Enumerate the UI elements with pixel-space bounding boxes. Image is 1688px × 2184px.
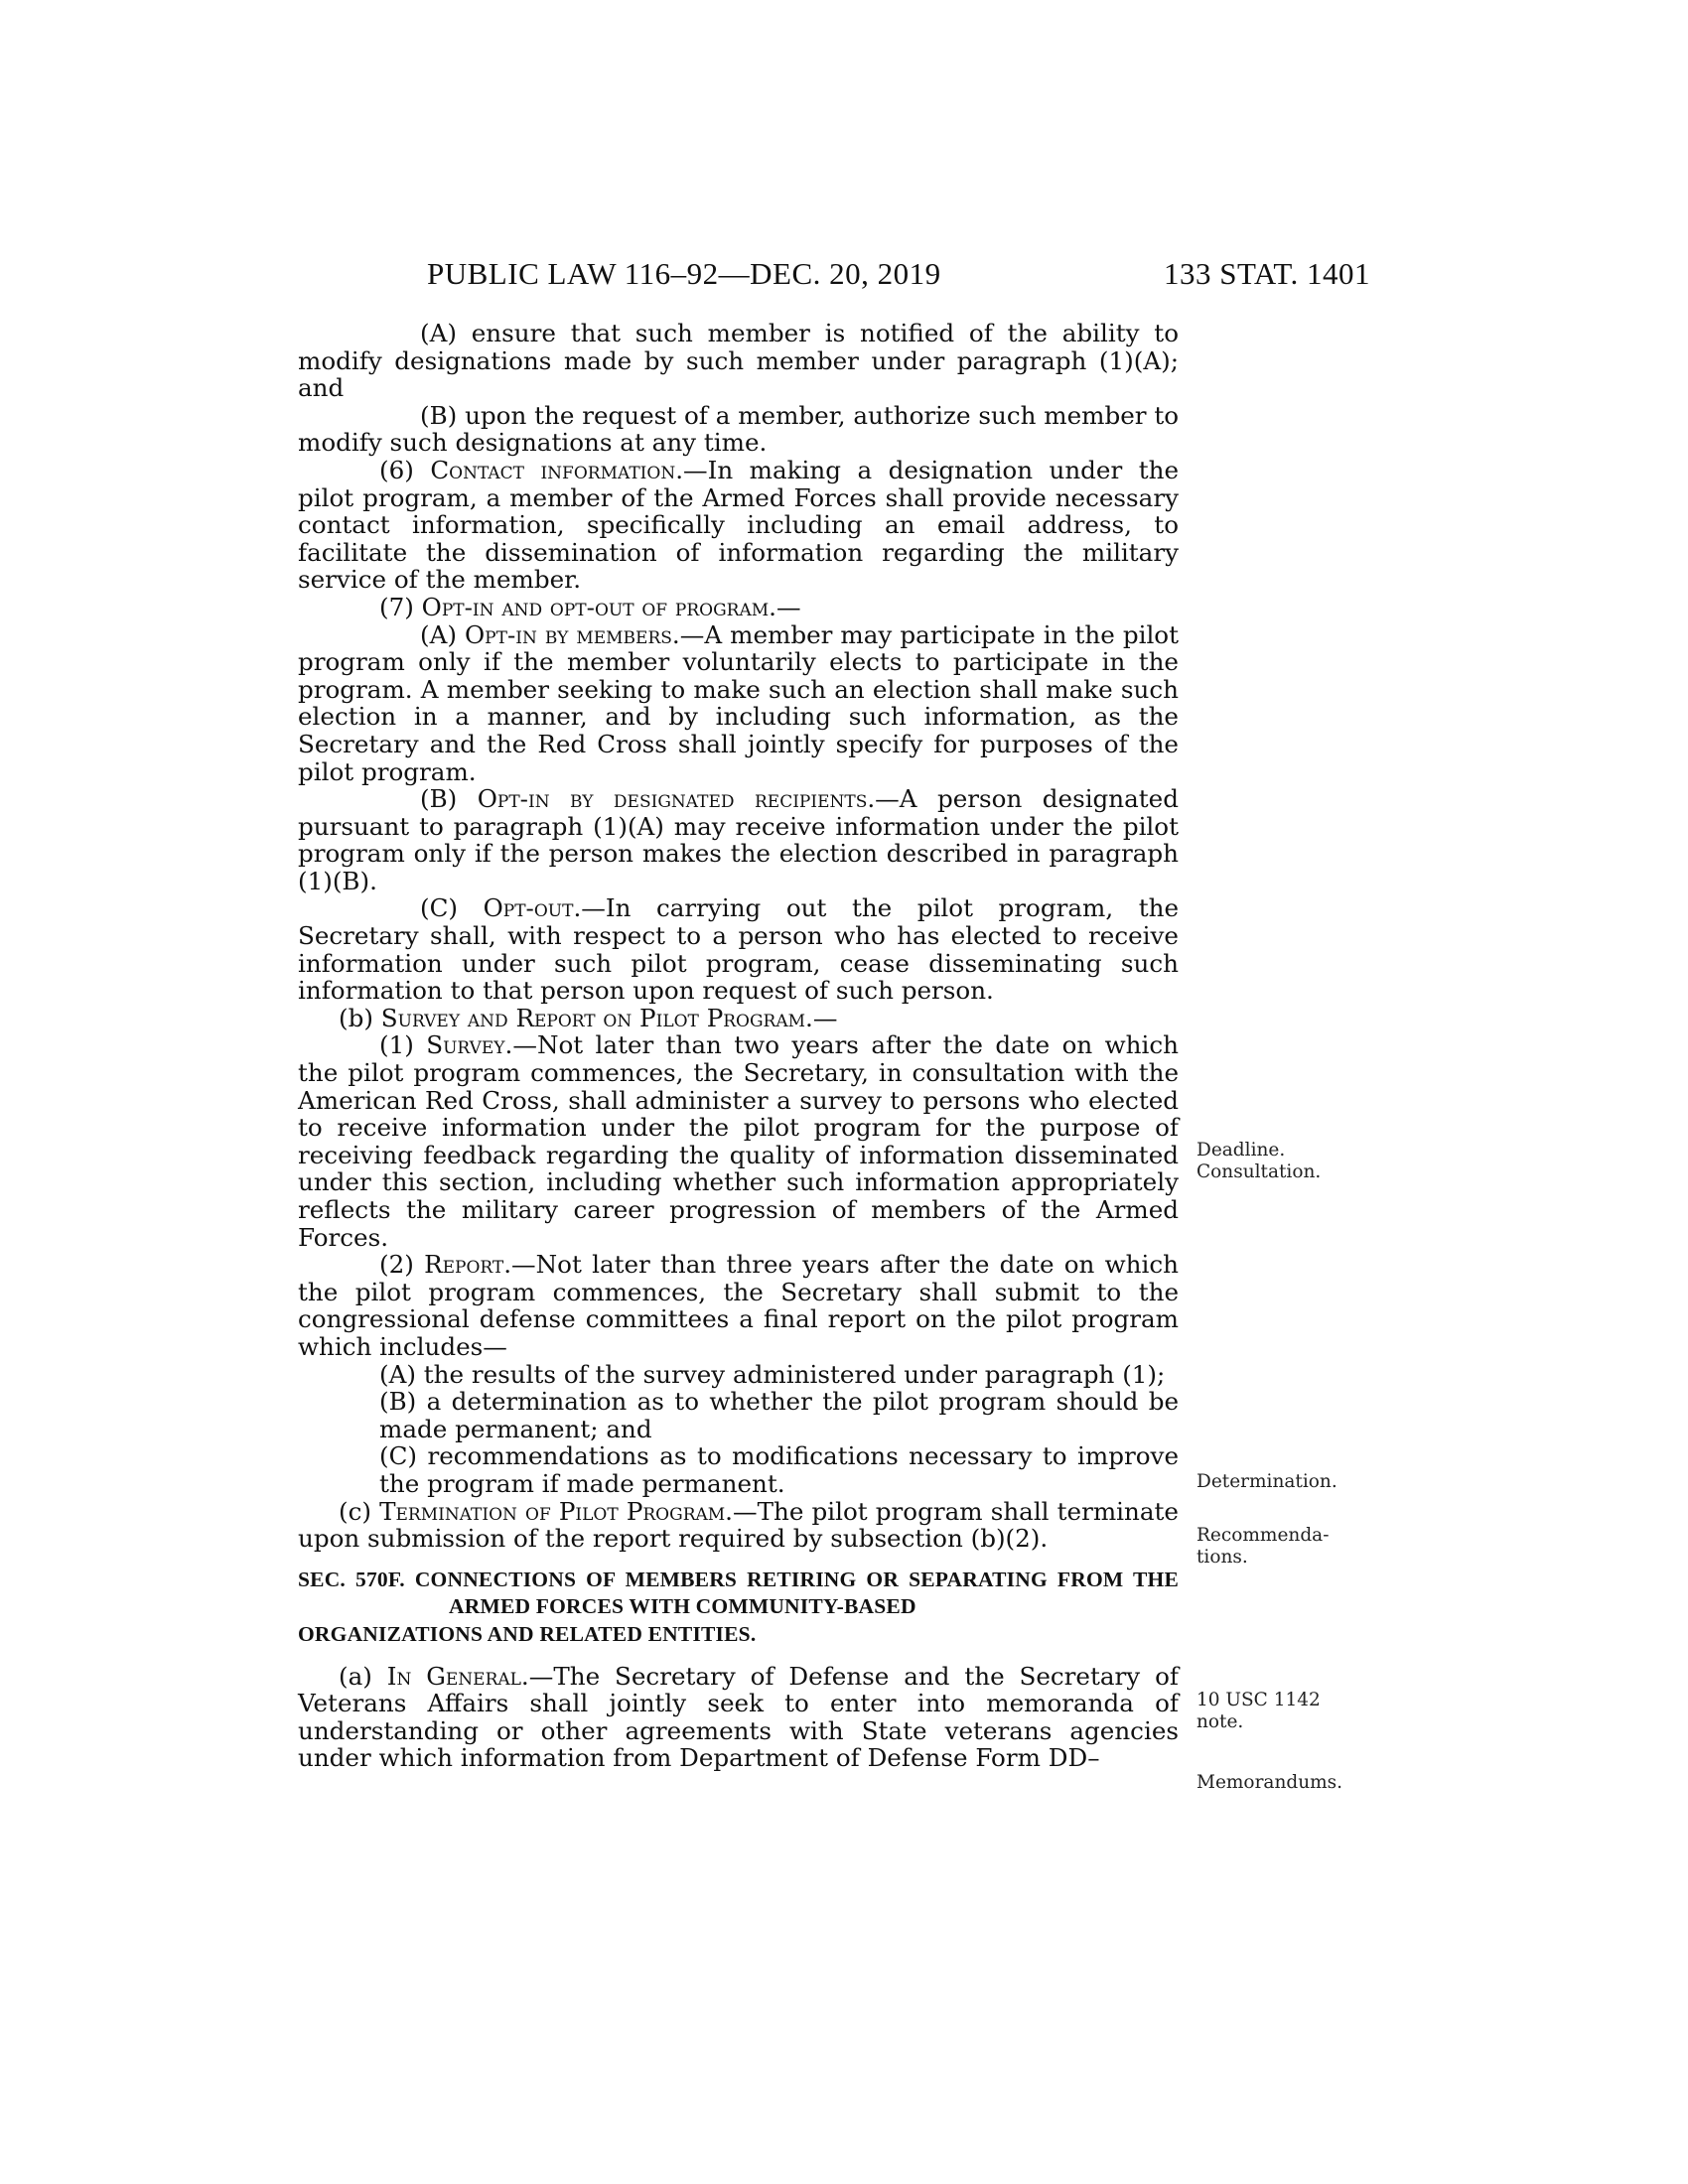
margin-note-deadline: Deadline. Consultation. [1196, 1140, 1322, 1182]
public-law-citation: PUBLIC LAW 116–92—DEC. 20, 2019 [427, 256, 941, 291]
paragraph-7-heading: Opt-in and opt-out of program. [421, 592, 776, 621]
paragraph-5-A: (A) ensure that such member is notified of the ability to modify designations made by such member under paragraph (1)(A); and [298, 319, 1179, 403]
paragraph-6-heading: Contact information. [430, 455, 684, 484]
statute-body [298, 320, 1179, 1772]
margin-note-determination: Determination. [1196, 1471, 1337, 1492]
subsection-b: (b) Survey and Report on Pilot Program.— [339, 1003, 838, 1032]
paragraph-7-A: (A) Opt-in by members.—A member may participate in the pilot program only if the member voluntarily elects to participate in the program. A member seeking to make such an election shall make such election in a manner, and by including such information, as the Secretary and the Red Cross shall jointly specify for purposes of the pilot program. [298, 619, 1179, 786]
margin-note-memorandums: Memorandums. [1196, 1772, 1343, 1793]
subsection-c: (c) Termination of Pilot Program.—The pilot program shall terminate upon submission of the report required by subsection (b)(2). [298, 1496, 1179, 1554]
paragraph-7-B: (B) Opt-in by designated recipients.—A person designated pursuant to paragraph (1)(A) may receive information under the pilot program only if the person makes the election described in paragraph (1)(B). [298, 784, 1179, 895]
paragraph-b-2-A: (A) the results of the survey administered under paragraph (1); [379, 1359, 1166, 1389]
paragraph-b-2: (2) Report.—Not later than three years after the date on which the pilot program commences, the Secretary shall submit to the congressional defense committees a final report on the pilot program which includes— [298, 1250, 1179, 1361]
paragraph-6: (6) Contact information.—In making a designation under the pilot program, a member of the Armed Forces shall provide necessary contact information, specifically including an email address, to facilitate the dissemination of information regarding the military service of the member. [298, 455, 1179, 595]
margin-note-usc-citation: 10 USC 1142 note. [1196, 1690, 1321, 1732]
margin-note-recommendations: Recommenda- tions. [1196, 1525, 1330, 1568]
paragraph-b-2-C: (C) recommendations as to modifications necessary to improve the program if made permanent. [379, 1441, 1179, 1498]
section-570f-heading: SEC. 570F. CONNECTIONS OF MEMBERS RETIRING OR SEPARATING FROM THE ARMED FORCES WITH COMMUNITY-BASED ORGANIZATIONS AND RELATED ENTITIES. [298, 1567, 1179, 1646]
page-header [427, 256, 1370, 296]
subsection-c-heading: Termination of Pilot Program. [379, 1496, 733, 1526]
subsection-b-heading: Survey and Report on Pilot Program. [380, 1003, 813, 1032]
paragraph-b-1: (1) Survey.—Not later than two years after the date on which the pilot program commences, the Secretary, in consultation with the American Red Cross, shall administer a survey to persons who elected to receive information under the pilot program for the purpose of receiving feedback regarding the quality of information disseminated under this section, including whether such information appropriately reflects the military career progression of members of the Armed Forces. [298, 1030, 1179, 1252]
section-570f-subsection-a: (a) In General.—The Secretary of Defense and the Secretary of Veterans Affairs shall jointly seek to enter into memoranda of understanding or other agreements with State veterans agencies under which information from Department of Defense Form DD– [298, 1661, 1179, 1773]
statute-page-number: 133 STAT. 1401 [1163, 256, 1370, 291]
paragraph-5-B: (B) upon the request of a member, authorize such member to modify such designations at any time. [298, 400, 1180, 458]
paragraph-7: (7) Opt-in and opt-out of program.— [379, 592, 801, 621]
paragraph-b-2-B: (B) a determination as to whether the pilot program should be made permanent; and [379, 1387, 1179, 1443]
paragraph-7-C: (C) Opt-out.—In carrying out the pilot program, the Secretary shall, with respect to a person who has elected to receive information under such pilot program, cease disseminating such information to that person upon request of such person. [298, 893, 1179, 1006]
